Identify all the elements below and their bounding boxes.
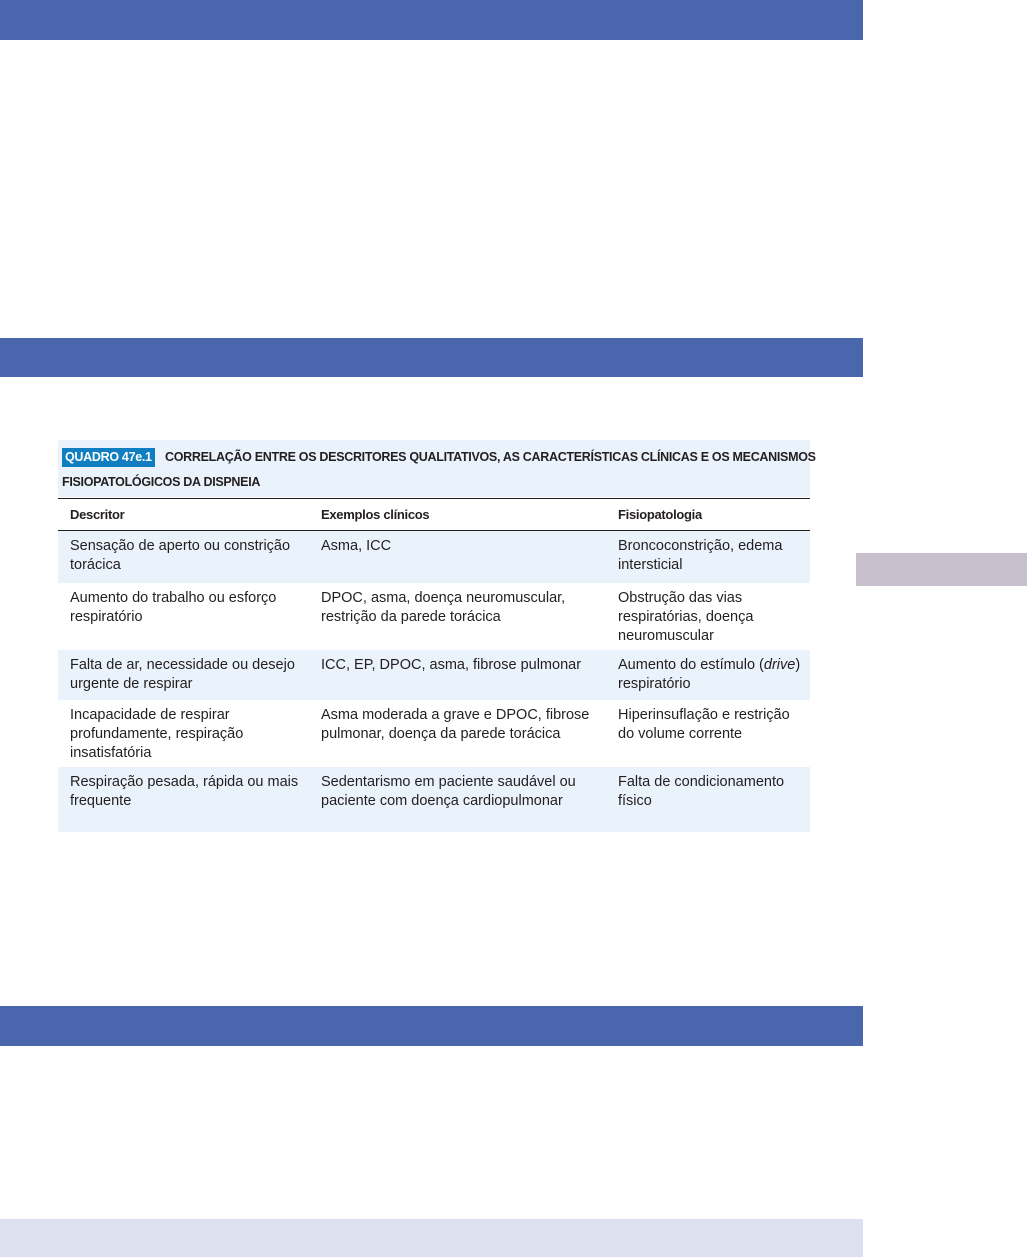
cell-exemplos: DPOC, asma, doença neuromuscular, restrição da parede torácica — [321, 590, 566, 625]
cell-descritor: Incapacidade de respirar profundamente, respiração insatisfatória — [70, 707, 244, 761]
table-row — [58, 767, 810, 832]
cell-exemplos: Asma moderada a grave e DPOC, fibrose pulmonar, doença da parede torácica — [321, 707, 590, 742]
section-header-bar — [0, 0, 863, 40]
table-column-headers — [58, 499, 810, 530]
quadro-table — [58, 440, 816, 832]
quadro-label: QUADRO 47e.1 — [62, 448, 155, 467]
table-row — [58, 700, 810, 767]
cell-fisiopatologia: Aumento do estímulo (drive) respiratório — [618, 657, 801, 692]
cell-fisiopatologia: Obstrução das vias respiratórias, doença neuromuscular — [618, 590, 754, 644]
cell-fisiopatologia: Hiperinsuflação e restrição do volume corrente — [618, 707, 790, 742]
quadro-header — [58, 440, 816, 497]
quadro-title-line1: CORRELAÇÃO ENTRE OS DESCRITORES QUALITATIVOS, AS CARACTERÍSTICAS CLÍNICAS E OS MECANISMOS — [165, 450, 816, 464]
quadro-title-line2: FISIOPATOLÓGICOS DA DISPNEIA — [62, 475, 261, 489]
cell-fisiopatologia: Falta de condicionamento físico — [618, 774, 785, 809]
cell-descritor: Sensação de aperto ou constrição torácica — [70, 538, 291, 573]
cell-descritor: Respiração pesada, rápida ou mais frequente — [70, 774, 299, 809]
cell-exemplos: Asma, ICC — [321, 538, 392, 554]
section-header-bar — [0, 1006, 863, 1046]
column-header-fisiopatologia: Fisiopatologia — [618, 507, 702, 522]
cell-fisiopatologia: Broncoconstrição, edema intersticial — [618, 538, 783, 573]
table-row — [58, 650, 810, 700]
section-header-bar — [0, 338, 863, 377]
cell-descritor: Aumento do trabalho ou esforço respiratório — [70, 590, 277, 625]
cell-descritor: Falta de ar, necessidade ou desejo urgente de respirar — [70, 657, 295, 692]
cell-exemplos: ICC, EP, DPOC, asma, fibrose pulmonar — [321, 657, 582, 673]
side-tab — [856, 553, 1027, 586]
cell-exemplos: Sedentarismo em paciente saudável ou paciente com doença cardiopulmonar — [321, 774, 576, 809]
table-row — [58, 531, 810, 583]
table-row — [58, 583, 810, 650]
footer-bar — [0, 1219, 863, 1257]
column-header-exemplos: Exemplos clínicos — [321, 507, 430, 522]
column-header-descritor: Descritor — [70, 507, 125, 522]
